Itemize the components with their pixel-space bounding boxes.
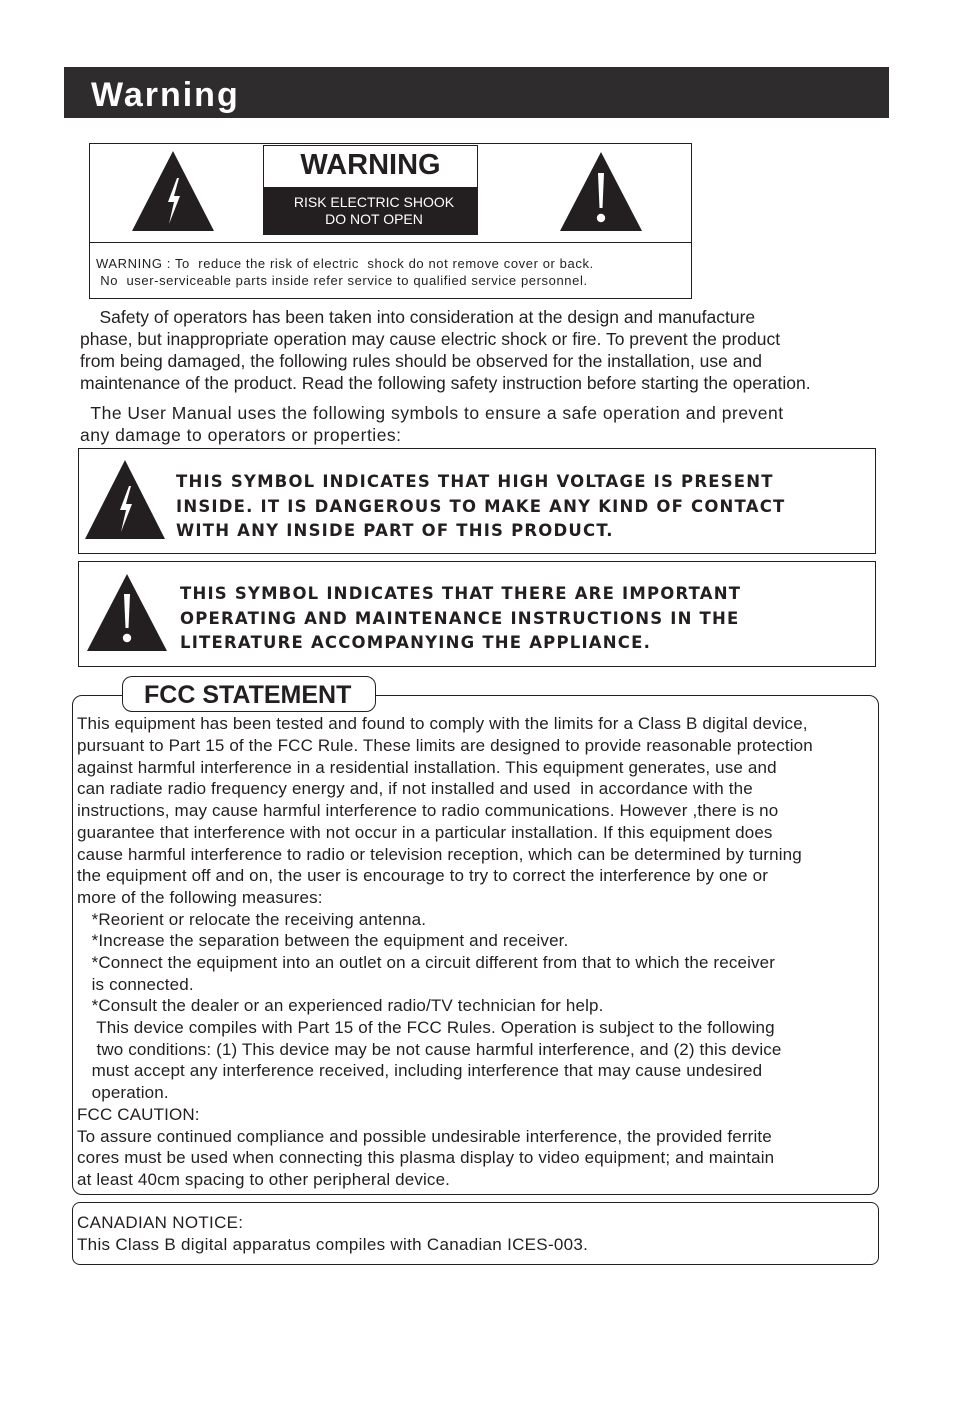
intro-line: maintenance of the product. Read the following safety instruction before starting the operation. bbox=[80, 373, 811, 393]
lightning-triangle-icon bbox=[131, 150, 215, 232]
fcc-line: cores must be used when connecting this plasma display to video equipment; and maintain bbox=[77, 1148, 775, 1167]
label-sub-line: RISK ELECTRIC SHOOK bbox=[293, 194, 455, 210]
fcc-line: *Connect the equipment into an outlet on a circuit different from that to which the receiver bbox=[77, 953, 776, 972]
fcc-line: This device compiles with Part 15 of the FCC Rules. Operation is subject to the following bbox=[77, 1018, 775, 1037]
fcc-line: the equipment off and on, the user is encourage to try to correct the interference by one or bbox=[77, 866, 769, 885]
symbol-description-line: THIS SYMBOL INDICATES THAT HIGH VOLTAGE IS PRESENT bbox=[176, 472, 774, 491]
symbols-intro-line: The User Manual uses the following symbols to ensure a safe operation and prevent bbox=[80, 403, 784, 423]
intro-line: phase, but inappropriate operation may cause electric shock or fire. To prevent the product bbox=[80, 329, 781, 349]
symbol-description-line: INSIDE. IT IS DANGEROUS TO MAKE ANY KIND OF CONTACT bbox=[176, 496, 786, 516]
fcc-line: is connected. bbox=[77, 975, 194, 994]
fcc-line: *Reorient or relocate the receiving antenna. bbox=[77, 910, 427, 929]
label-warning-title: WARNING bbox=[300, 149, 441, 181]
label-caption: No user-serviceable parts inside refer service to qualified service personnel. bbox=[96, 273, 588, 288]
fcc-line: cause harmful interference to radio or television reception, which can be determined by turning bbox=[77, 845, 802, 864]
fcc-line: pursuant to Part 15 of the FCC Rule. These limits are designed to provide reasonable protection bbox=[77, 736, 813, 755]
canadian-notice-text: This Class B digital apparatus compiles with Canadian ICES-003. bbox=[77, 1235, 589, 1254]
label-sub-line: DO NOT OPEN bbox=[325, 211, 423, 227]
fcc-caution-heading: FCC CAUTION: bbox=[77, 1105, 200, 1124]
intro-line: Safety of operators has been taken into consideration at the design and manufacture bbox=[80, 307, 756, 327]
fcc-line: This equipment has been tested and found to comply with the limits for a Class B digital device, bbox=[77, 714, 808, 733]
page-title: Warning bbox=[91, 76, 240, 114]
fcc-line: more of the following measures: bbox=[77, 888, 323, 907]
exclamation-triangle-icon bbox=[559, 151, 643, 232]
exclamation-triangle-icon bbox=[86, 573, 168, 652]
symbols-intro-line: any damage to operators or properties: bbox=[80, 425, 402, 445]
symbol-description-line: THIS SYMBOL INDICATES THAT THERE ARE IMPORTANT bbox=[180, 584, 742, 603]
fcc-line: operation. bbox=[77, 1083, 169, 1102]
fcc-title: FCC STATEMENT bbox=[144, 681, 352, 709]
lightning-triangle-icon bbox=[84, 459, 166, 540]
fcc-line: must accept any interference received, including interference that may cause undesired bbox=[77, 1061, 763, 1080]
fcc-line: can radiate radio frequency energy and, if not installed and used in accordance with the bbox=[77, 779, 753, 798]
fcc-line: guarantee that interference with not occur in a particular installation. If this equipment does bbox=[77, 823, 773, 842]
fcc-line: against harmful interference in a residential installation. This equipment generates, use and bbox=[77, 758, 777, 777]
fcc-line: To assure continued compliance and possible undesirable interference, the provided ferrite bbox=[77, 1127, 772, 1146]
intro-line: from being damaged, the following rules should be observed for the installation, use and bbox=[80, 351, 762, 371]
label-caption: WARNING : To reduce the risk of electric shock do not remove cover or back. bbox=[96, 256, 594, 271]
fcc-line: instructions, may cause harmful interference to radio communications. However ,there is no bbox=[77, 801, 779, 820]
fcc-line: two conditions: (1) This device may be not cause harmful interference, and (2) this device bbox=[77, 1040, 782, 1059]
label-divider bbox=[89, 242, 692, 243]
fcc-line: at least 40cm spacing to other peripheral device. bbox=[77, 1170, 451, 1189]
fcc-line: *Increase the separation between the equipment and receiver. bbox=[77, 931, 569, 950]
symbol-description-line: WITH ANY INSIDE PART OF THIS PRODUCT. bbox=[176, 521, 614, 540]
symbol-description-line: LITERATURE ACCOMPANYING THE APPLIANCE. bbox=[180, 633, 652, 652]
fcc-line: *Consult the dealer or an experienced radio/TV technician for help. bbox=[77, 996, 604, 1015]
symbol-description-line: OPERATING AND MAINTENANCE INSTRUCTIONS IN THE bbox=[180, 608, 740, 628]
canadian-notice-heading: CANADIAN NOTICE: bbox=[77, 1213, 244, 1232]
